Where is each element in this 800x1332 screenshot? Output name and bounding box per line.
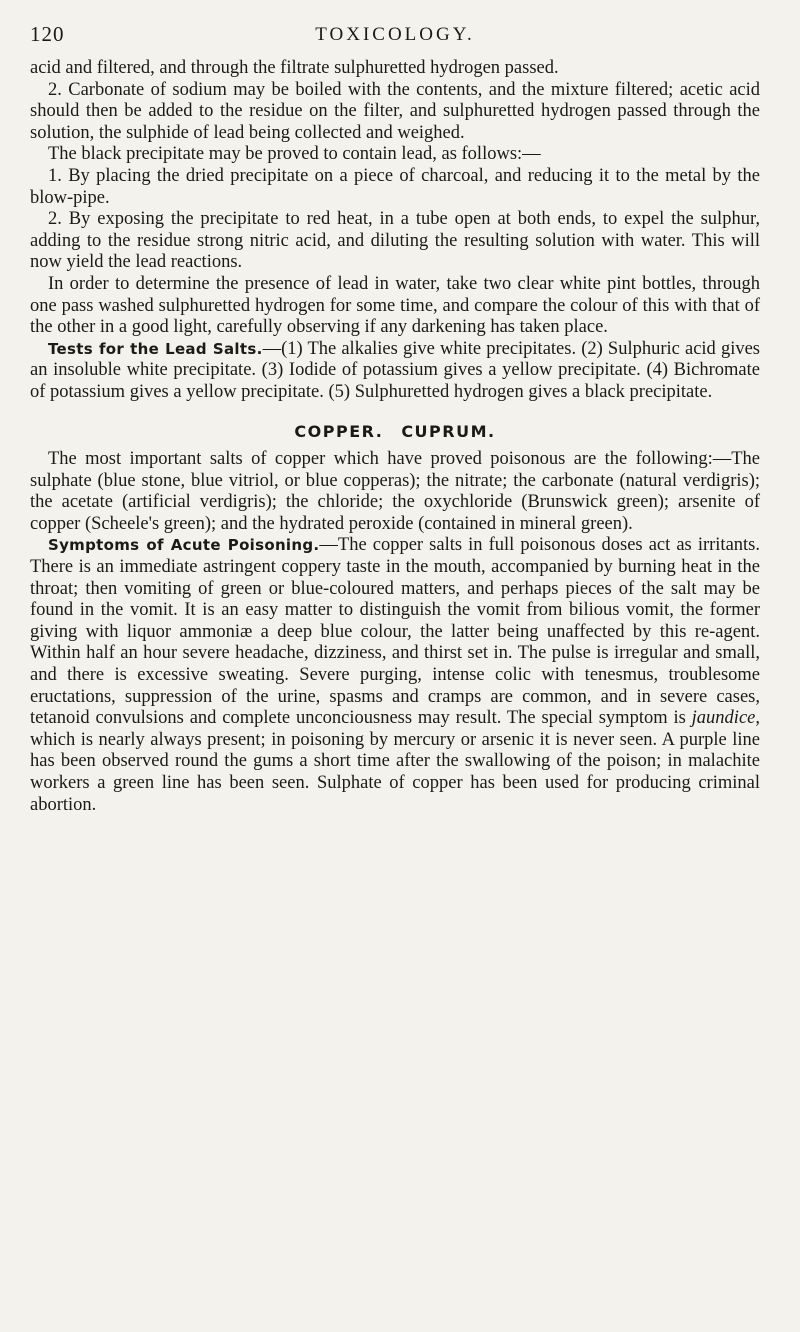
paragraph-lead-salt-tests — [30, 339, 760, 404]
page-header — [30, 22, 760, 58]
symptoms-text-b: , which is nearly always present; in poisoning by mercury or arsenic it is never seen. A purple line has been observed round the gums a short time after the swallowing of the poison; in malachite workers a green line has been seen. Sulphate of copper has been used for producing criminal abortion. — [30, 708, 760, 815]
paragraph-lead-in-water: In order to determine the presence of lead in water, take two clear white pint bottles, through one pass washed sulphuretted hydrogen for some time, and compare the colour of this with that of the other in a good light, carefully observing if any darkening has taken place. — [30, 273, 760, 338]
symptoms-text-a: —The copper salts in full poisonous doses act as irritants. There is an immediate astringent coppery taste in the mouth, accompanied by burning heat in the throat; then vomiting of green or blue-coloured matters, and perhaps pieces of the salt may be found in the vomit. It is an easy matter to distinguish the vomit from bilious vomit, the former giving with liquor ammoniæ a deep blue colour, the latter being unaffected by this re-agent. Within half an hour severe headache, dizziness, and thirst set in. The pulse is irregular and small, and there is excessive sweating. Severe purging, intense colic with tenesmus, troublesome eructations, suppression of the urine, spasms and cramps are common, and in severe cases, tetanoid convulsions and complete unconciousness may result. The special symptom is — [30, 535, 760, 729]
run-in-heading-lead-tests: Tests for the Lead Salts. — [48, 339, 263, 358]
page-number: 120 — [30, 22, 65, 46]
paragraph-carbonate-method: 2. Carbonate of sodium may be boiled with the contents, and the mixture filtered; acetic acid should then be added to the residue on the filter, and sulphuretted hydrogen passed through the solution, the sulphide of lead being collected and weighed. — [30, 79, 760, 143]
symptoms-italic-jaundice: jaundice — [691, 708, 756, 729]
section-heading-copper — [30, 421, 760, 443]
paragraph-charcoal-test: 1. By placing the dried precipitate on a piece of charcoal, and reducing it to the metal by the blow-pipe. — [30, 165, 760, 208]
lead-tests-text: —(1) The alkalies give white precipitates. (2) Sulphuric acid gives an insoluble white precipitate. (3) Iodide of potassium gives a yellow precipitate. (4) Bichromate of potassium gives a yellow precipitate. (5) Sulphuretted hydrogen gives a black precipitate. — [30, 338, 760, 402]
section-heading-latin: CUPRUM. — [401, 421, 496, 441]
paragraph-red-heat-test: 2. By exposing the precipitate to red heat, in a tube open at both ends, to expel the sulphur, adding to the residue strong nitric acid, and diluting the resulting solution with water. This will now yield the lead reactions. — [30, 209, 760, 273]
section-heading-english: COPPER. — [294, 421, 384, 441]
paragraph-precipitate-intro: The black precipitate may be proved to contain lead, as follows:— — [48, 144, 541, 165]
paragraph-acute-symptoms — [30, 535, 760, 816]
running-head: TOXICOLOGY. — [315, 24, 475, 45]
paragraph-continuation: acid and filtered, and through the filtrate sulphuretted hydrogen passed. — [30, 58, 559, 78]
run-in-heading-symptoms: Symptoms of Acute Poisoning. — [48, 536, 320, 555]
paragraph-copper-salts: The most important salts of copper which have proved poisonous are the following:—The sulphate (blue stone, blue vitriol, or blue copperas); the nitrate; the carbonate (natural verdigris); the acetate (artificial verdigris); the chloride; the oxychloride (Brunswick green); arsenite of copper (Scheele's green); and the hydrated peroxide (contained in mineral green). — [30, 449, 760, 534]
body-text — [30, 58, 760, 816]
